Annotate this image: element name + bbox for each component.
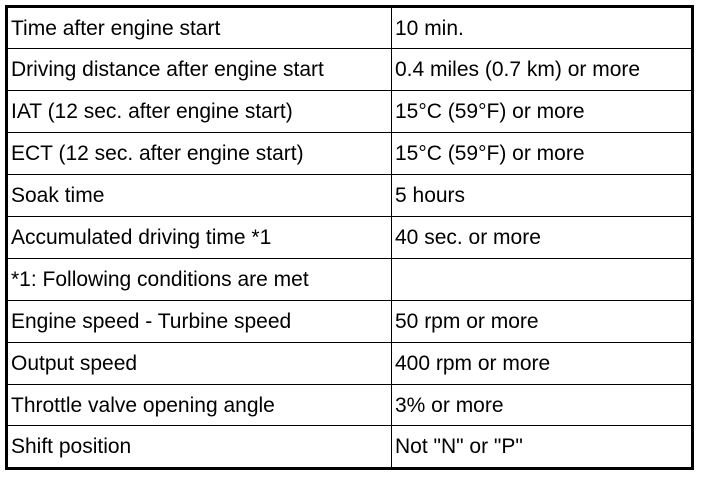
value-cell: 3% or more (392, 384, 692, 426)
table-row (8, 175, 691, 217)
value-cell: 40 sec. or more (392, 217, 692, 259)
condition-cell: *1: Following conditions are met (8, 258, 392, 300)
value-cell: 10 min. (392, 8, 692, 49)
condition-cell: Engine speed - Turbine speed (8, 300, 392, 342)
value-cell: 400 rpm or more (392, 342, 692, 384)
condition-cell: Output speed (8, 342, 392, 384)
value-cell: 5 hours (392, 175, 692, 217)
condition-cell: ECT (12 sec. after engine start) (8, 133, 392, 175)
table-row (8, 133, 691, 175)
table-row (8, 342, 691, 384)
conditions-table-grid (8, 8, 691, 467)
condition-cell: Soak time (8, 175, 392, 217)
condition-cell: Time after engine start (8, 8, 392, 49)
value-cell: Not "N" or "P" (392, 426, 692, 467)
table-row (8, 217, 691, 259)
table-row (8, 258, 691, 300)
table-row (8, 426, 691, 467)
table-row (8, 49, 691, 91)
value-cell: 15°C (59°F) or more (392, 91, 692, 133)
table-row (8, 384, 691, 426)
value-cell: 50 rpm or more (392, 300, 692, 342)
table-row (8, 8, 691, 49)
table-row (8, 91, 691, 133)
condition-cell: Driving distance after engine start (8, 49, 392, 91)
condition-cell: IAT (12 sec. after engine start) (8, 91, 392, 133)
value-cell: 15°C (59°F) or more (392, 133, 692, 175)
condition-cell: Shift position (8, 426, 392, 467)
value-cell: 0.4 miles (0.7 km) or more (392, 49, 692, 91)
conditions-table (5, 5, 694, 470)
table-row (8, 300, 691, 342)
condition-cell: Throttle valve opening angle (8, 384, 392, 426)
condition-cell: Accumulated driving time *1 (8, 217, 392, 259)
value-cell (392, 258, 692, 300)
